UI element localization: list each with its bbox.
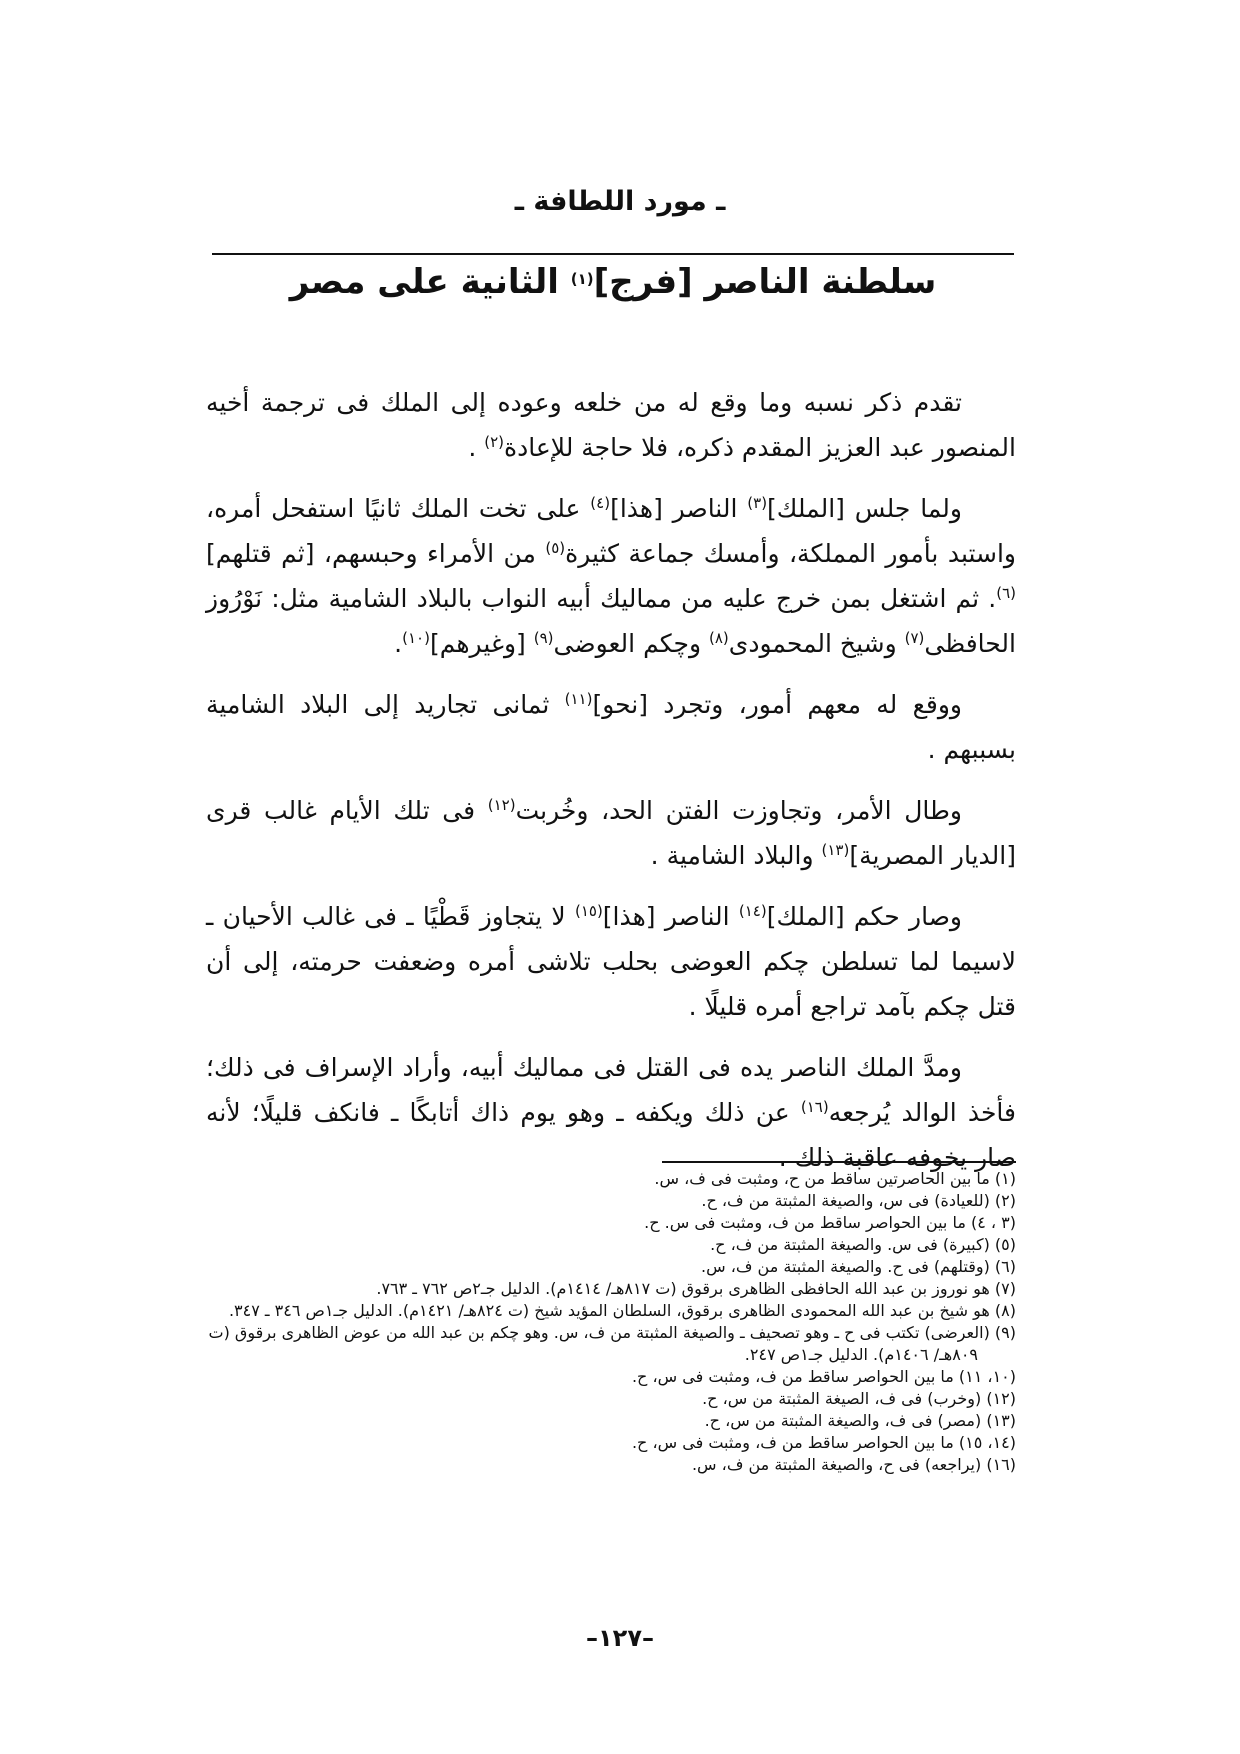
chapter-title-text: الثانية على مصر — [289, 262, 571, 302]
footnote: (١٢) (وخرب) فى ف، الصيغة المثبتة من س، ح. — [702, 1389, 1016, 1408]
footnote-ref: (٨) — [708, 629, 729, 647]
paragraph-text: وطال الأمر، وتجاوزت الفتن الحد، وخُربت — [515, 796, 962, 825]
footnote-ref: (١٦) — [800, 1098, 829, 1116]
footnote-ref: (٣) — [747, 494, 768, 512]
paragraph-text: على تخت الملك ثانيًا استفحل أمره، واستبد بأمور المملكة، وأمسك جماعة كثيرة — [206, 494, 1016, 568]
footnote: (٩) (العرضى) تكتب فى ح ـ وهو تصحيف ـ والصيغة المثبتة من ف، س. وهو چكم بن عبد الله من عوض الظاهرى برقوق (ت ٨٠٩هـ/ ١٤٠٦م). الدليل جـ١ص ٢٤٧. — [208, 1323, 1016, 1364]
footnote: (١٤، ١٥) ما بين الحواصر ساقط من ف، ومثبت فى س، ح. — [631, 1433, 1016, 1452]
footnote-ref: (١) — [570, 270, 594, 288]
paragraph-text: الناصر [هذا] — [602, 902, 739, 931]
paragraph-3 — [206, 682, 1016, 772]
footnote: (٥) (كبيرة) فى س. والصيغة المثبتة من ف، ح. — [710, 1235, 1016, 1254]
paragraph-text: . ثم اشتغل بمن خرج عليه من مماليك أبيه النواب بالبلاد الشامية مثل: نَوْرُوز الحافظى — [206, 584, 1016, 658]
paragraph-1 — [206, 380, 1016, 470]
footnote-ref: (٢) — [484, 433, 505, 451]
paragraph-4 — [206, 788, 1016, 878]
footnote: (٧) هو نوروز بن عبد الله الحافظى الظاهرى برقوق (ت ٨١٧هـ/ ١٤١٤م). الدليل جـ٢ص ٧٦٢ ـ ٧٦٣. — [376, 1279, 1016, 1298]
paragraph-text: تقدم ذكر نسبه وما وقع له من خلعه وعوده إلى الملك فى ترجمة أخيه المنصور عبد العزيز المقدم ذكره، فلا حاجة للإعادة — [206, 388, 1016, 462]
footnote-ref: (١٣) — [821, 841, 850, 859]
header-rule — [212, 253, 1014, 255]
footnote: (٢) (للعيادة) فى س، والصيغة المثبتة من ف، ح. — [701, 1191, 1016, 1210]
paragraph-6 — [206, 1045, 1016, 1180]
footnote-ref: (٩) — [533, 629, 554, 647]
footnote-ref: (١٢) — [487, 796, 516, 814]
chapter-title — [212, 262, 1014, 302]
paragraph-5 — [206, 894, 1016, 1029]
paragraph-text: الناصر [هذا] — [610, 494, 748, 523]
paragraph-text: ثمانى تجاريد إلى البلاد الشامية بسببهم . — [206, 690, 1016, 764]
footnote-ref: (٤) — [590, 494, 611, 512]
paragraph-text: فى تلك الأيام غالب قرى [الديار المصرية] — [206, 796, 1016, 870]
paragraph-text: ومدَّ الملك الناصر يده فى القتل فى مماليك أبيه، وأراد الإسراف فى ذلك؛ فأخذ الوالد يُرجعه — [206, 1053, 1016, 1127]
footnote-ref: (١٥) — [574, 902, 603, 920]
footnote-ref: (٦) — [996, 584, 1016, 602]
page-number: –١٢٧– — [586, 1624, 654, 1652]
footnote: (١٦) (يراجعه) فى ح، والصيغة المثبتة من ف، س. — [691, 1455, 1016, 1474]
footnote: (٦) (وقتلهم) فى ح. والصيغة المثبتة من ف، س. — [701, 1257, 1016, 1276]
paragraph-text: وچكم العوضى — [553, 629, 709, 658]
paragraph-text: ووقع له معهم أمور، وتجرد [نحو] — [592, 690, 962, 719]
paragraph-text: عن ذلك ويكفه ـ وهو يوم ذاك أتابكًا ـ فانكف قليلًا؛ لأنه صار يخوفه عاقبة ذلك . — [206, 1098, 1016, 1172]
footnote: (١٣) (مصر) فى ف، والصيغة المثبتة من س، ح. — [704, 1411, 1016, 1430]
footnote-ref: (١١) — [564, 690, 593, 708]
paragraph-text: والبلاد الشامية . — [650, 841, 822, 870]
footnote-ref: (٥) — [545, 539, 566, 557]
footnote: (١) ما بين الحاصرتين ساقط من ح، ومثبت فى ف، س. — [654, 1169, 1016, 1188]
footnote-ref: (٧) — [904, 629, 925, 647]
body-text — [206, 380, 1016, 1196]
paragraph-text: . — [394, 629, 403, 658]
paragraph-text: [وغيرهم] — [429, 629, 534, 658]
footnote: (١٠، ١١) ما بين الحواصر ساقط من ف، ومثبت فى س، ح. — [631, 1367, 1016, 1386]
footnote-ref: (١٤) — [738, 902, 767, 920]
paragraph-text: . — [468, 433, 485, 462]
paragraph-text: لا يتجاوز قَطْيًا ـ فى غالب الأحيان ـ لاسيما لما تسلطن چكم العوضى بحلب تلاشى أمره وضعفت حرمته، إلى أن قتل چكم بآمد تراجع أمره قليلًا . — [206, 902, 1016, 1021]
paragraph-text: من الأمراء وحبسهم، [ثم قتلهم] — [206, 539, 546, 568]
paragraph-2 — [206, 486, 1016, 666]
footnote: (٨) هو شيخ بن عبد الله المحمودى الظاهرى برقوق، السلطان المؤيد شيخ (ت ٨٢٤هـ/ ١٤٢١م). الدليل جـ١ص ٣٤٦ ـ ٣٤٧. — [228, 1301, 1016, 1320]
footnote: (٣ ، ٤) ما بين الحواصر ساقط من ف، ومثبت فى س. ح. — [644, 1213, 1016, 1232]
paragraph-text: ولما جلس [الملك] — [767, 494, 962, 523]
running-header: ـ مورد اللطافة ـ — [514, 186, 726, 217]
chapter-title-text: سلطنة الناصر [فرج] — [593, 262, 937, 302]
footnote-separator — [662, 1161, 1016, 1163]
footnotes — [206, 1168, 1016, 1476]
paragraph-text: وصار حكم [الملك] — [766, 902, 963, 931]
paragraph-text: وشيخ المحمودى — [728, 629, 905, 658]
footnote-ref: (١٠) — [402, 629, 430, 647]
